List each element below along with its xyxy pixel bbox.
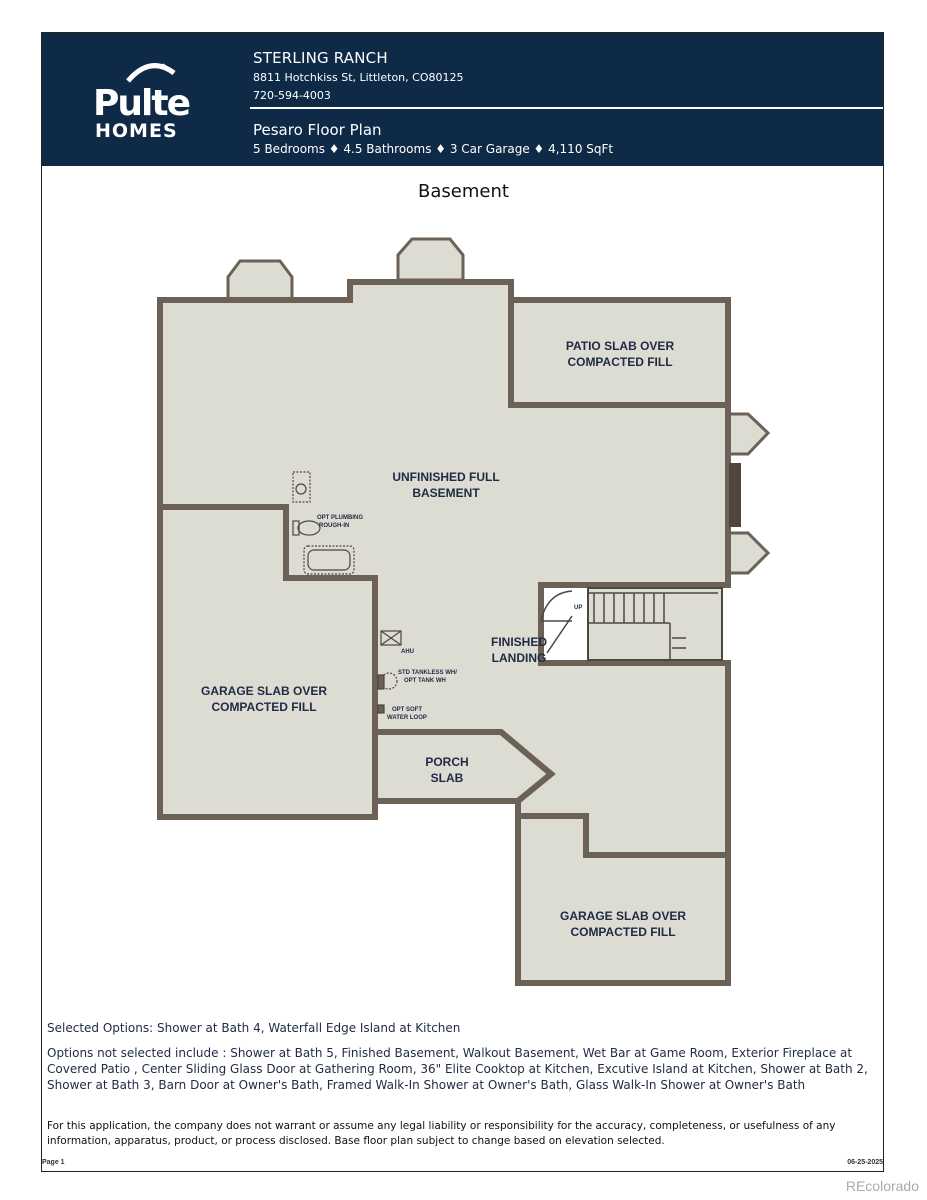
- stairs-up-label: UP: [574, 605, 583, 611]
- community-phone: 720-594-4003: [253, 89, 331, 102]
- garage-right-label-line2: COMPACTED FILL: [570, 925, 676, 939]
- community-address: 8811 Hotchkiss St, Littleton, CO80125: [253, 71, 464, 84]
- level-title: Basement: [418, 181, 509, 202]
- water-heater-label-line2: OPT TANK WH: [404, 678, 446, 684]
- window-well: [398, 239, 463, 280]
- porch-label-line2: SLAB: [430, 771, 464, 785]
- landing-label-line1: FINISHED: [490, 635, 548, 649]
- window-well: [228, 261, 292, 300]
- basement-label-line2: BASEMENT: [412, 486, 480, 500]
- page-number: Page 1: [42, 1159, 65, 1166]
- selected-options: Selected Options: Shower at Bath 4, Waterfall Edge Island at Kitchen: [47, 1021, 461, 1035]
- soft-water-label-line2: WATER LOOP: [387, 715, 427, 721]
- water-heater-label-line1: STD TANKLESS WH/: [398, 670, 457, 676]
- landing-label-line2: LANDING: [491, 651, 547, 665]
- logo-pulte-text: Pulte: [93, 83, 189, 124]
- soft-water-label-line1: OPT SOFT: [392, 707, 422, 713]
- patio-slab-label-line1: PATIO SLAB OVER: [565, 339, 675, 353]
- porch-label-line1: PORCH: [425, 755, 469, 769]
- stairs: [541, 588, 722, 660]
- disclaimer: For this application, the company does not warrant or assume any legal liability or responsibility for the accuracy, completeness, or usefulness of any information, apparatus, product, or process disclosed. Base floor plan subject to change based on elevation selected.: [47, 1120, 836, 1147]
- window-well: [728, 533, 768, 573]
- garage-right-label-line1: GARAGE SLAB OVER: [559, 909, 687, 923]
- plan-date: 06-25-2025: [847, 1159, 883, 1166]
- window-well: [728, 414, 768, 454]
- garage-left-label-line1: GARAGE SLAB OVER: [200, 684, 328, 698]
- plan-name: Pesaro Floor Plan: [253, 121, 382, 139]
- plan-specs: 5 Bedrooms ♦ 4.5 Bathrooms ♦ 3 Car Garage ♦ 4,110 SqFt: [253, 142, 614, 156]
- ahu-label: AHU: [401, 649, 414, 655]
- community-name: STERLING RANCH: [253, 49, 388, 67]
- recolorado-watermark: REcolorado: [845, 1178, 919, 1194]
- logo-homes-text: HOMES: [95, 120, 178, 142]
- options-not-selected: Options not selected include : Shower at Bath 5, Finished Basement, Walkout Basement, Wet Bar at Game Room, Exterior Fireplace at Covered Patio , Center Sliding Glass Door at Gathering Room, 36" Elite Cooktop at Kitchen, Excutive Island at Kitchen, Shower at Bath 2, Shower at Bath 3, Barn Door at Owner's Bath, Framed Walk-In Shower at Owner's Bath, Glass Walk-In Shower at Owner's Bath: [47, 1046, 868, 1092]
- plumbing-label-line2: ROUGH-IN: [319, 523, 350, 529]
- egress-window: [729, 463, 741, 527]
- garage-left-label-line2: COMPACTED FILL: [211, 700, 317, 714]
- basement-label-line1: UNFINISHED FULL: [392, 470, 500, 484]
- patio-slab-label-line2: COMPACTED FILL: [567, 355, 673, 369]
- basement-floor-plan: [42, 33, 885, 1033]
- floor-plan-sheet: [41, 32, 884, 1172]
- plumbing-label-line1: OPT PLUMBING: [317, 515, 363, 521]
